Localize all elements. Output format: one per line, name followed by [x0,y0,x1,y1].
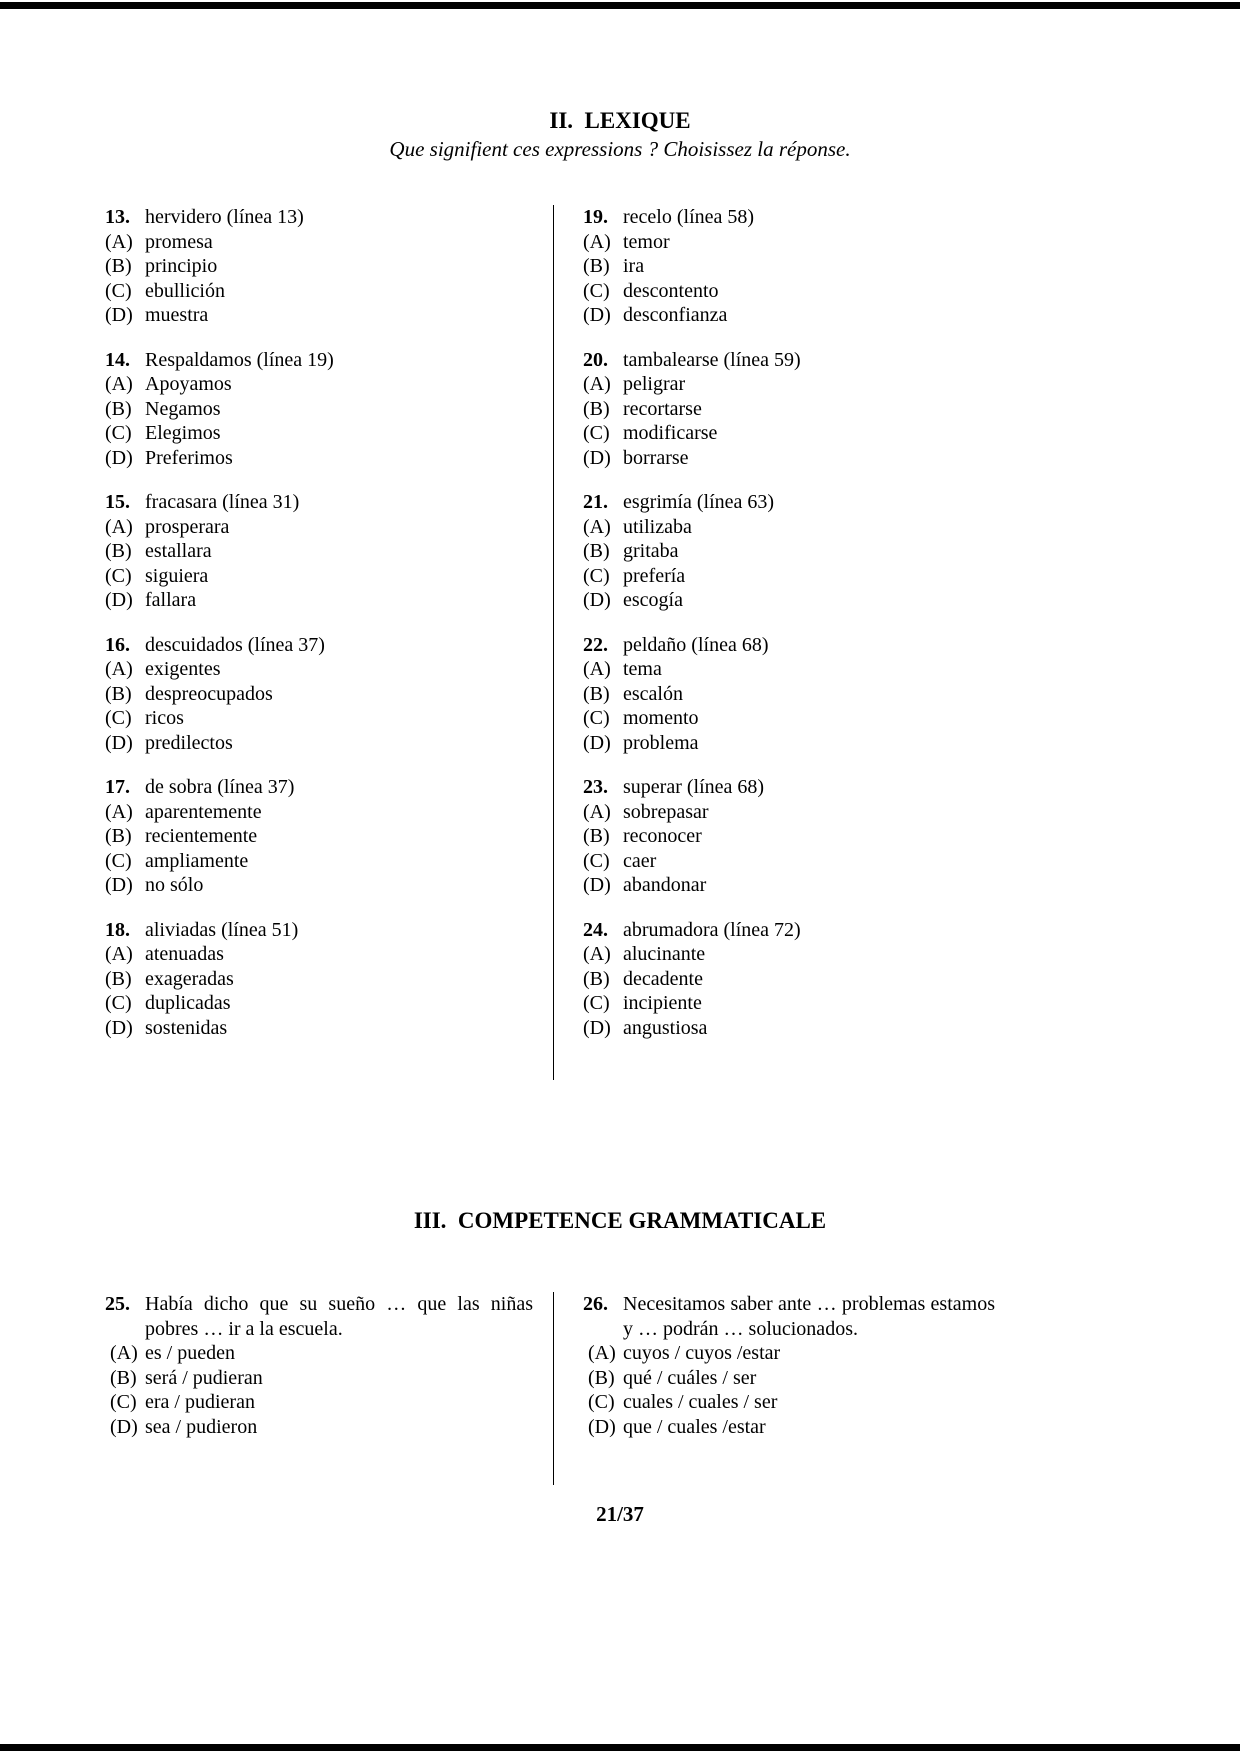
option-text: modificarse [623,422,718,444]
answer-option [583,254,1009,279]
answer-option [583,682,1009,707]
option-text: Apoyamos [145,373,232,395]
question-block [105,775,533,898]
answer-option [583,967,1009,992]
answer-option [105,397,533,422]
answer-option [105,279,533,304]
answer-option [105,254,533,279]
option-text: incipiente [623,992,702,1014]
option-label: (D) [105,304,133,326]
option-label: (C) [105,279,132,302]
option-text: ira [623,255,645,277]
question-block [105,918,533,1041]
option-text: cuyos / cuyos /estar [623,1342,781,1364]
answer-option [105,1390,533,1415]
answer-option [105,824,533,849]
option-label: (A) [105,800,133,823]
option-label: (D) [110,1415,138,1438]
option-text: descontento [623,279,719,302]
option-label: (D) [583,1016,611,1039]
question-text: descuidados (línea 37) [145,633,325,656]
answer-option [583,515,1009,540]
lexique-column-right [554,205,1009,1080]
option-text: principio [145,255,218,277]
question-text: abrumadora (línea 72) [623,918,801,941]
option-text: gritaba [623,540,679,562]
option-text: será / pudieran [145,1366,263,1389]
lexique-questions-area [105,205,1009,1080]
option-text: ebullición [145,279,225,302]
option-text: cuales / cuales / ser [623,1391,778,1413]
question-text: fracasara (línea 31) [145,491,300,513]
question-text: tambalearse (línea 59) [623,348,801,371]
question-block [583,348,1009,471]
option-text: tema [623,658,662,680]
question-number: 20. [583,348,608,371]
answer-option [583,539,1009,564]
answer-option [583,1366,1009,1391]
option-label: (D) [105,874,133,896]
option-label: (B) [583,682,610,705]
option-label: (A) [583,373,611,395]
answer-option [583,1415,1009,1440]
question-text: Respaldamos (línea 19) [145,348,334,371]
answer-option [583,397,1009,422]
option-text: reconocer [623,825,702,847]
option-label: (B) [583,397,610,420]
question-number: 23. [583,776,608,798]
option-text: temor [623,230,670,253]
page-number: 21/37 [596,1502,644,1526]
question-block [583,205,1009,328]
question-number: 15. [105,491,130,513]
option-label: (D) [105,731,133,754]
option-text: duplicadas [145,992,231,1014]
answer-option [583,372,1009,397]
answer-option [105,1415,533,1440]
question-number: 22. [583,633,608,656]
option-label: (B) [583,540,610,562]
question-block [105,348,533,471]
question-block [583,633,1009,756]
question-block [105,205,533,328]
answer-option [583,1390,1009,1415]
option-label: (A) [105,943,133,965]
option-text: sobrepasar [623,800,709,823]
option-text: sostenidas [145,1016,228,1039]
option-text: atenuadas [145,943,224,965]
option-text: promesa [145,230,213,253]
answer-option [583,279,1009,304]
answer-option [583,873,1009,898]
option-text: despreocupados [145,682,273,705]
answer-option [583,991,1009,1016]
option-label: (B) [105,967,132,990]
question-text: de sobra (línea 37) [145,776,295,798]
option-text: predilectos [145,731,233,754]
option-text: angustiosa [623,1016,708,1039]
option-label: (D) [105,446,133,469]
option-text: que / cuales /estar [623,1415,766,1438]
option-label: (B) [105,825,132,847]
answer-option [105,588,533,613]
option-label: (D) [583,731,611,754]
question-text: aliviadas (línea 51) [145,918,299,941]
bottom-rule [0,1744,1240,1751]
question-head [105,348,533,373]
lexique-column-left [105,205,553,1080]
question-head [105,633,533,658]
answer-option [583,230,1009,255]
answer-option [105,564,533,589]
answer-option [105,303,533,328]
option-label: (D) [583,304,611,326]
option-label: (D) [105,589,133,611]
option-label: (C) [105,422,132,444]
option-text: aparentemente [145,800,262,823]
question-number: 17. [105,776,130,798]
answer-option [105,731,533,756]
answer-option [583,421,1009,446]
option-text: caer [623,849,657,872]
question-head [105,1292,533,1341]
question-block [583,918,1009,1041]
option-label: (B) [583,825,610,847]
option-label: (D) [105,1016,133,1039]
option-label: (C) [583,422,610,444]
answer-option [583,800,1009,825]
option-label: (A) [105,230,133,253]
option-label: (C) [110,1391,137,1413]
answer-option [105,1341,533,1366]
option-label: (D) [583,874,611,896]
answer-option [583,731,1009,756]
option-label: (A) [583,230,611,253]
option-text: alucinante [623,943,706,965]
answer-option [105,706,533,731]
answer-option [105,230,533,255]
option-text: borrarse [623,446,689,469]
option-text: sea / pudieron [145,1415,258,1438]
question-head [583,205,1009,230]
option-text: problema [623,731,699,754]
option-label: (B) [105,540,132,562]
grammar-column-right [554,1292,1009,1485]
answer-option [105,539,533,564]
question-block [105,633,533,756]
option-label: (C) [583,564,610,587]
answer-option [105,446,533,471]
grammar-questions-area [105,1292,1009,1485]
option-label: (B) [105,682,132,705]
question-head [583,633,1009,658]
option-label: (A) [583,515,611,538]
question-block [105,490,533,613]
option-label: (C) [105,849,132,872]
option-text: fallara [145,589,197,611]
question-number: 21. [583,491,608,513]
option-label: (C) [583,707,610,729]
answer-option [105,372,533,397]
question-number: 19. [583,206,608,228]
option-label: (A) [105,658,133,680]
option-label: (A) [583,658,611,680]
question-block [583,490,1009,613]
option-text: qué / cuáles / ser [623,1366,757,1389]
option-text: momento [623,707,699,729]
question-text: Necesitamos saber ante … problemas estamos y … podrán … solucionados. [623,1293,995,1340]
answer-option [583,849,1009,874]
option-label: (B) [105,397,132,420]
answer-option [105,942,533,967]
answer-option [105,682,533,707]
question-head [583,348,1009,373]
question-head [583,490,1009,515]
option-label: (D) [588,1415,616,1438]
option-label: (A) [583,800,611,823]
question-head [105,775,533,800]
option-label: (A) [583,943,611,965]
answer-option [105,1016,533,1041]
section-title-grammar: III. COMPETENCE GRAMMATICALE [413,1208,827,1233]
answer-option [583,824,1009,849]
option-label: (B) [583,967,610,990]
option-label: (C) [583,849,610,872]
answer-option [105,657,533,682]
option-text: escalón [623,682,683,705]
option-text: escogía [623,589,683,611]
option-text: utilizaba [623,515,692,538]
question-number: 25. [105,1293,130,1315]
question-head [105,205,533,230]
option-text: ampliamente [145,849,249,872]
question-number: 24. [583,918,608,941]
option-label: (C) [105,707,132,729]
option-text: peligrar [623,373,686,395]
question-head [105,490,533,515]
question-head [583,1292,1009,1341]
option-text: ricos [145,707,184,729]
answer-option [105,421,533,446]
question-text: hervidero (línea 13) [145,206,304,228]
answer-option [583,657,1009,682]
answer-option [105,991,533,1016]
question-text: Había dicho que su sueño … que las niñas pobres … ir a la escuela. [145,1293,533,1340]
option-label: (C) [588,1391,615,1413]
option-text: era / pudieran [145,1391,255,1413]
option-text: exigentes [145,658,221,680]
question-number: 16. [105,633,130,656]
answer-option [105,515,533,540]
option-label: (C) [583,992,610,1014]
answer-option [583,706,1009,731]
option-label: (B) [110,1366,137,1389]
option-label: (B) [105,255,132,277]
answer-option [583,1341,1009,1366]
option-text: recortarse [623,397,702,420]
grammar-column-left [105,1292,553,1485]
answer-option [105,800,533,825]
option-label: (D) [583,589,611,611]
option-text: recientemente [145,825,258,847]
question-block [105,1292,533,1439]
section-title-lexique: II. LEXIQUE [549,108,691,133]
question-block [583,1292,1009,1439]
option-text: desconfianza [623,304,728,326]
option-text: decadente [623,967,703,990]
question-block [583,775,1009,898]
answer-option [583,446,1009,471]
section-subtitle-lexique: Que signifient ces expressions ? Choisissez la réponse. [389,137,851,161]
option-label: (C) [105,992,132,1014]
option-text: siguiera [145,564,209,587]
option-text: Elegimos [145,422,221,444]
option-label: (C) [583,279,610,302]
option-label: (B) [583,255,610,277]
option-label: (D) [583,446,611,469]
option-text: Negamos [145,397,221,420]
answer-option [583,303,1009,328]
option-text: prefería [623,564,686,587]
option-text: no sólo [145,874,204,896]
option-text: abandonar [623,874,707,896]
answer-option [105,849,533,874]
question-head [105,918,533,943]
answer-option [583,588,1009,613]
question-text: recelo (línea 58) [623,206,755,228]
answer-option [583,1016,1009,1041]
option-label: (A) [110,1342,138,1364]
option-label: (C) [105,564,132,587]
option-text: muestra [145,304,209,326]
option-text: Preferimos [145,446,233,469]
answer-option [583,564,1009,589]
question-text: peldaño (línea 68) [623,633,769,656]
option-label: (A) [105,373,133,395]
option-text: prosperara [145,515,230,538]
question-head [583,775,1009,800]
question-text: esgrimía (línea 63) [623,491,775,513]
option-text: estallara [145,540,212,562]
answer-option [105,873,533,898]
answer-option [583,942,1009,967]
question-number: 18. [105,918,130,941]
question-number: 14. [105,348,130,371]
question-text: superar (línea 68) [623,776,765,798]
option-label: (B) [588,1366,615,1389]
question-head [583,918,1009,943]
top-rule [0,2,1240,9]
question-number: 26. [583,1293,608,1315]
option-text: exageradas [145,967,234,990]
question-number: 13. [105,206,130,228]
option-label: (A) [105,515,133,538]
answer-option [105,1366,533,1391]
option-text: es / pueden [145,1342,235,1364]
answer-option [105,967,533,992]
option-label: (A) [588,1342,616,1364]
